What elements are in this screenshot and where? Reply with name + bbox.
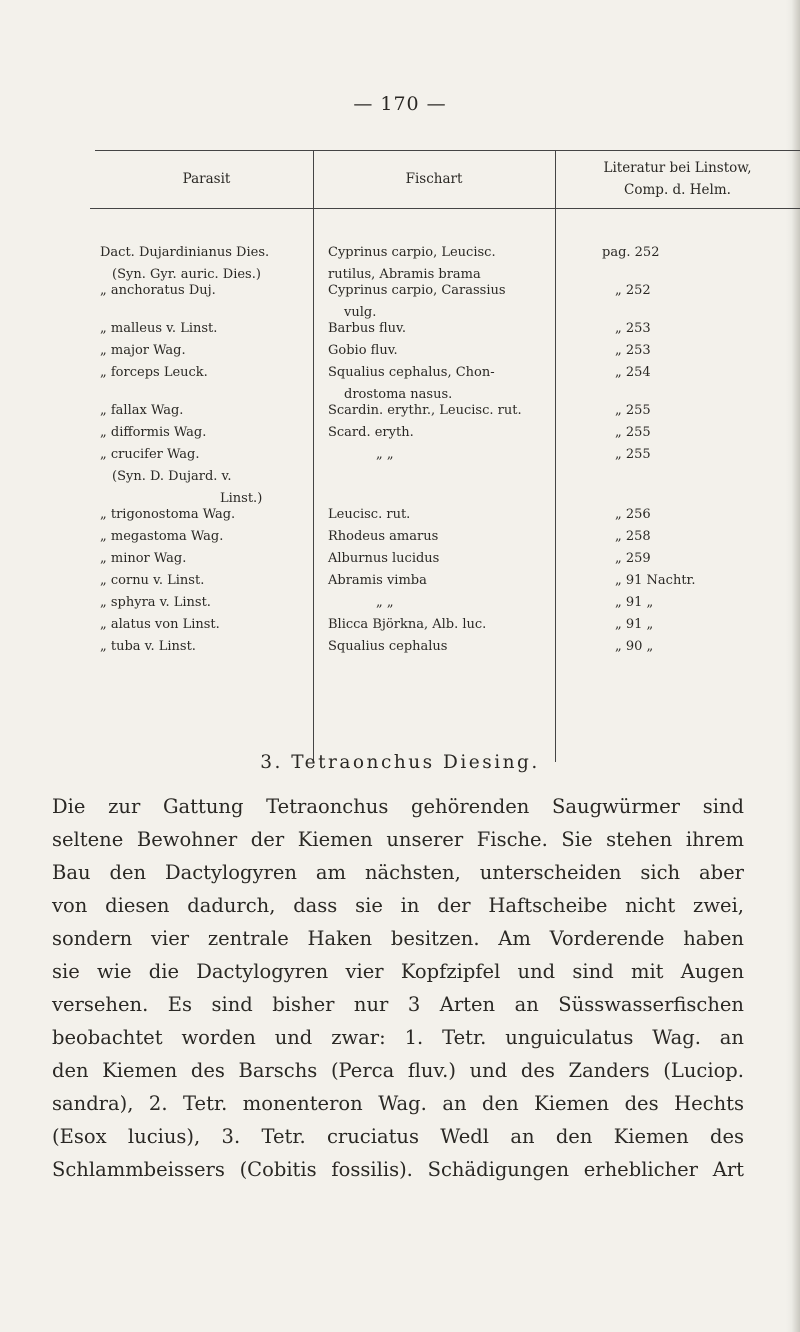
cell-line: Leucisc. rut.: [328, 507, 411, 522]
page-number: — 170 —: [353, 93, 447, 115]
text-line: Die zur Gattung Tetraonchus gehörenden Saugwürmer sind: [52, 795, 744, 818]
cell-line: drostoma nasus.: [344, 387, 453, 402]
cell-literatur: „ 255: [615, 425, 651, 440]
cell-line: „ forceps Leuck.: [100, 365, 208, 380]
text-line: versehen. Es sind bisher nur 3 Arten an Süsswasserfischen: [52, 993, 744, 1016]
cell-parasit: [100, 592, 330, 614]
cell-fischart: [328, 422, 558, 444]
cell-line: „ megastoma Wag.: [100, 529, 224, 544]
cell-literatur: pag. 252: [602, 245, 660, 260]
table-header-rule: [90, 208, 800, 209]
cell-literatur: „ 258: [615, 529, 651, 544]
cell-line: „ alatus von Linst.: [100, 617, 220, 632]
cell-line: Gobio fluv.: [328, 343, 398, 358]
cell-literatur: „ 255: [615, 403, 651, 418]
cell-line: (Syn. Gyr. auric. Dies.): [112, 267, 261, 282]
cell-literatur: „ 256: [615, 507, 651, 522]
cell-parasit: [100, 504, 330, 526]
cell-line: „ cornu v. Linst.: [100, 573, 205, 588]
cell-line: Alburnus lucidus: [328, 551, 440, 566]
cell-line: „ anchoratus Duj.: [100, 283, 216, 298]
header-literatur: Literatur bei Linstow, Comp. d. Helm.: [603, 160, 752, 198]
cell-line: „ trigonostoma Wag.: [100, 507, 236, 522]
cell-line: „ minor Wag.: [100, 551, 187, 566]
cell-line: Blicca Björkna, Alb. luc.: [328, 617, 487, 632]
cell-parasit: [100, 636, 330, 658]
cell-parasit: [100, 362, 330, 384]
section-heading: 3. Tetraonchus Diesing.: [260, 752, 540, 773]
cell-parasit: [100, 444, 330, 510]
cell-line: vulg.: [344, 305, 377, 320]
cell-literatur: „ 254: [615, 365, 651, 380]
cell-literatur: „ 91 Nachtr.: [615, 573, 696, 588]
cell-literatur: „ 90 „: [615, 639, 654, 654]
cell-literatur: „ 253: [615, 321, 651, 336]
cell-line: Linst.): [220, 491, 263, 506]
cell-fischart: [328, 400, 558, 422]
cell-fischart: [328, 548, 558, 570]
cell-parasit: [100, 280, 330, 302]
cell-literatur: „ 253: [615, 343, 651, 358]
text-line: sie wie die Dactylogyren vier Kopfzipfel und sind mit Augen: [52, 960, 744, 983]
cell-literatur: „ 252: [615, 283, 651, 298]
text-line: beobachtet worden und zwar: 1. Tetr. unguiculatus Wag. an: [52, 1026, 744, 1049]
cell-fischart: [328, 340, 558, 362]
cell-fischart: [328, 504, 558, 526]
cell-line: Barbus fluv.: [328, 321, 406, 336]
text-line: Schlammbeissers (Cobitis fossilis). Schädigungen erheblicher Art: [52, 1158, 744, 1181]
text-line: sandra), 2. Tetr. monenteron Wag. an den Kiemen des Hechts: [52, 1092, 744, 1115]
header-fischart: Fischart: [405, 171, 463, 187]
cell-line: Cyprinus carpio, Carassius: [328, 283, 506, 298]
cell-line: „ tuba v. Linst.: [100, 639, 196, 654]
cell-literatur: „ 91 „: [615, 617, 654, 632]
cell-line: Scardin. erythr., Leucisc. rut.: [328, 403, 522, 418]
cell-fischart: [328, 636, 558, 658]
text-line: den Kiemen des Barschs (Perca fluv.) und des Zanders (Luciop.: [52, 1059, 744, 1082]
cell-line: Squalius cephalus, Chon-: [328, 365, 495, 380]
cell-line: „ crucifer Wag.: [100, 447, 200, 462]
cell-parasit: [100, 400, 330, 422]
cell-line: (Syn. D. Dujard. v.: [112, 469, 232, 484]
cell-line: Squalius cephalus: [328, 639, 448, 654]
text-line: seltene Bewohner der Kiemen unserer Fische. Sie stehen ihrem: [52, 828, 744, 851]
header-parasit: Parasit: [182, 171, 231, 187]
text-line: sondern vier zentrale Haken besitzen. Am Vorderende haben: [52, 927, 744, 950]
cell-line: „ „: [376, 595, 394, 610]
parasite-table: [70, 150, 752, 710]
cell-line: „ malleus v. Linst.: [100, 321, 218, 336]
cell-fischart: [328, 526, 558, 548]
cell-line: Rhodeus amarus: [328, 529, 439, 544]
section-body: [52, 790, 744, 1186]
cell-fischart: [328, 444, 558, 466]
cell-fischart: [328, 318, 558, 340]
cell-parasit: [100, 548, 330, 570]
cell-line: „ „: [376, 447, 394, 462]
cell-line: Abramis vimba: [328, 573, 427, 588]
cell-fischart: [328, 570, 558, 592]
cell-line: „ fallax Wag.: [100, 403, 184, 418]
cell-parasit: [100, 526, 330, 548]
text-line: (Esox lucius), 3. Tetr. cruciatus Wedl an den Kiemen des: [52, 1125, 744, 1148]
cell-fischart: [328, 592, 558, 614]
cell-literatur: „ 255: [615, 447, 651, 462]
text-line: von diesen dadurch, dass sie in der Haftscheibe nicht zwei,: [52, 894, 744, 917]
cell-line: „ difformis Wag.: [100, 425, 207, 440]
cell-parasit: [100, 340, 330, 362]
cell-line: „ major Wag.: [100, 343, 186, 358]
cell-parasit: [100, 422, 330, 444]
cell-parasit: [100, 318, 330, 340]
cell-line: Cyprinus carpio, Leucisc.: [328, 245, 496, 260]
cell-literatur: „ 259: [615, 551, 651, 566]
cell-parasit: [100, 570, 330, 592]
cell-line: Dact. Dujardinianus Dies.: [100, 245, 270, 260]
cell-parasit: [100, 614, 330, 636]
cell-line: rutilus, Abramis brama: [328, 267, 481, 282]
cell-fischart: [328, 614, 558, 636]
cell-line: Scard. eryth.: [328, 425, 414, 440]
cell-line: „ sphyra v. Linst.: [100, 595, 211, 610]
text-line: Bau den Dactylogyren am nächsten, unterscheiden sich aber: [52, 861, 744, 884]
cell-literatur: „ 91 „: [615, 595, 654, 610]
